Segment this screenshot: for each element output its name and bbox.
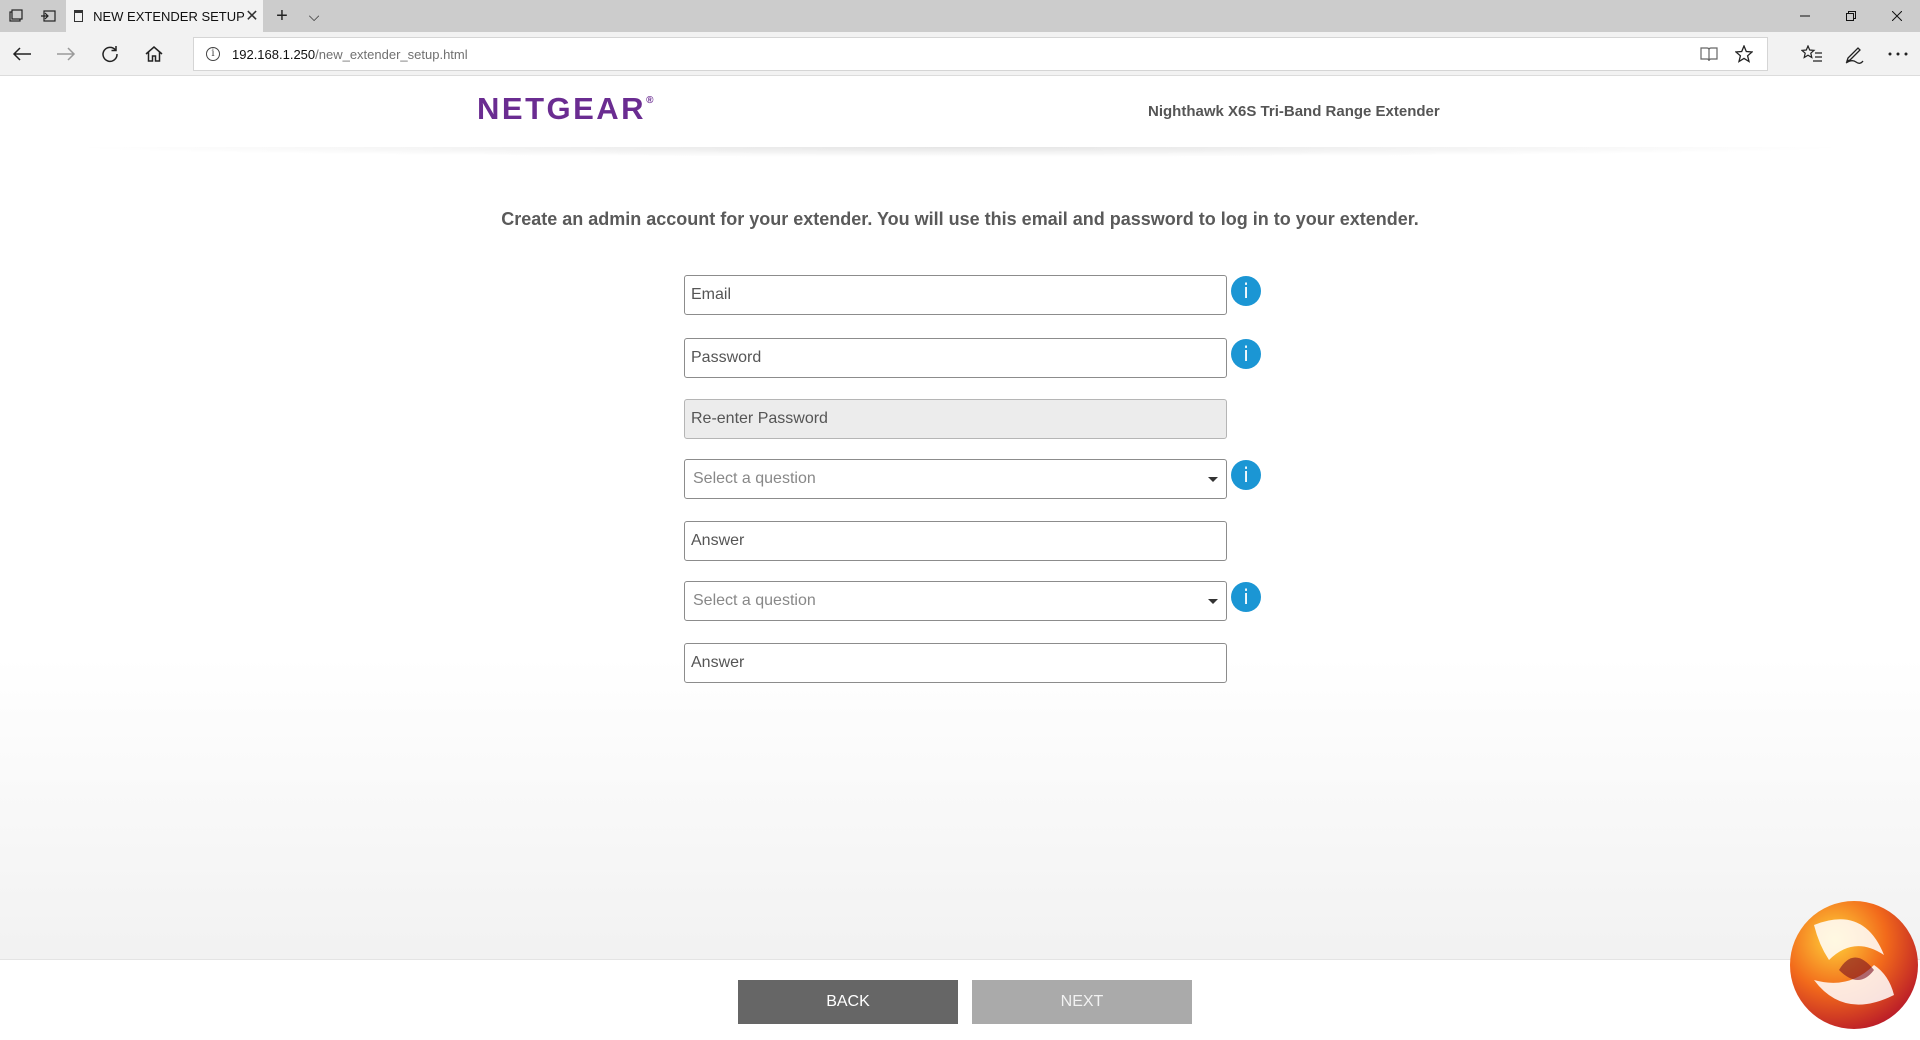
- password-field[interactable]: [684, 338, 1227, 378]
- caret-down-icon: [1208, 477, 1218, 482]
- tab-aside-icon[interactable]: [32, 0, 64, 32]
- answer-2-field[interactable]: [684, 643, 1227, 683]
- security-question-1-select[interactable]: [684, 459, 1227, 499]
- question-1-info-icon[interactable]: i: [1231, 460, 1261, 490]
- back-arrow-icon[interactable]: [0, 32, 44, 76]
- tab-actions-icon[interactable]: [0, 0, 32, 32]
- page-footer: [0, 959, 1920, 1040]
- netgear-logo: [477, 91, 653, 127]
- swirl-logo-icon: [1774, 885, 1920, 1035]
- email-field[interactable]: [684, 275, 1227, 315]
- favorites-hub-icon[interactable]: [1790, 32, 1834, 76]
- favorite-star-icon[interactable]: [1726, 38, 1762, 70]
- reenter-password-field[interactable]: [684, 399, 1227, 439]
- browser-nav-bar: [0, 32, 1920, 76]
- refresh-icon[interactable]: [88, 32, 132, 76]
- url-host: 192.168.1.250: [232, 46, 316, 62]
- question-2-info-icon[interactable]: i: [1231, 582, 1261, 612]
- header-divider: [60, 147, 1860, 157]
- tab-title: NEW EXTENDER SETUP: [93, 8, 245, 24]
- page-instruction: Create an admin account for your extender. You will use this email and password to log in to your extender.: [501, 209, 1419, 229]
- reading-view-icon[interactable]: [1691, 38, 1727, 70]
- security-question-2-value: Select a question: [693, 592, 816, 609]
- more-icon[interactable]: [1876, 32, 1920, 76]
- product-name: Nighthawk X6S Tri-Band Range Extender: [1148, 103, 1440, 120]
- chevron-down-icon[interactable]: ⌵: [308, 7, 320, 24]
- plus-icon[interactable]: +: [276, 4, 288, 27]
- back-button[interactable]: BACK: [738, 980, 958, 1024]
- page-header: [0, 77, 1920, 147]
- close-icon[interactable]: ✕: [245, 8, 259, 25]
- url-path: /new_extender_setup.html: [315, 46, 468, 62]
- setup-page: [0, 77, 1920, 1040]
- logo-text: NETGEAR: [477, 91, 647, 126]
- password-info-icon[interactable]: i: [1231, 339, 1261, 369]
- next-button[interactable]: NEXT: [972, 980, 1192, 1024]
- security-question-1-value: Select a question: [693, 470, 816, 487]
- info-icon[interactable]: i: [206, 47, 220, 61]
- address-bar[interactable]: [193, 37, 1768, 71]
- security-question-2-select[interactable]: [684, 581, 1227, 621]
- browser-tab[interactable]: [66, 0, 263, 32]
- restore-icon[interactable]: [1828, 0, 1874, 32]
- web-note-icon[interactable]: [1832, 32, 1876, 76]
- window-close-icon[interactable]: [1874, 0, 1920, 32]
- answer-1-field[interactable]: [684, 521, 1227, 561]
- minimize-icon[interactable]: [1782, 0, 1828, 32]
- logo-registered-mark: ®: [646, 95, 654, 106]
- caret-down-icon: [1208, 599, 1218, 604]
- browser-tab-bar: [0, 0, 1920, 32]
- page-icon: [74, 10, 83, 22]
- home-icon[interactable]: [132, 32, 176, 76]
- forward-arrow-icon[interactable]: [44, 32, 88, 76]
- email-info-icon[interactable]: i: [1231, 276, 1261, 306]
